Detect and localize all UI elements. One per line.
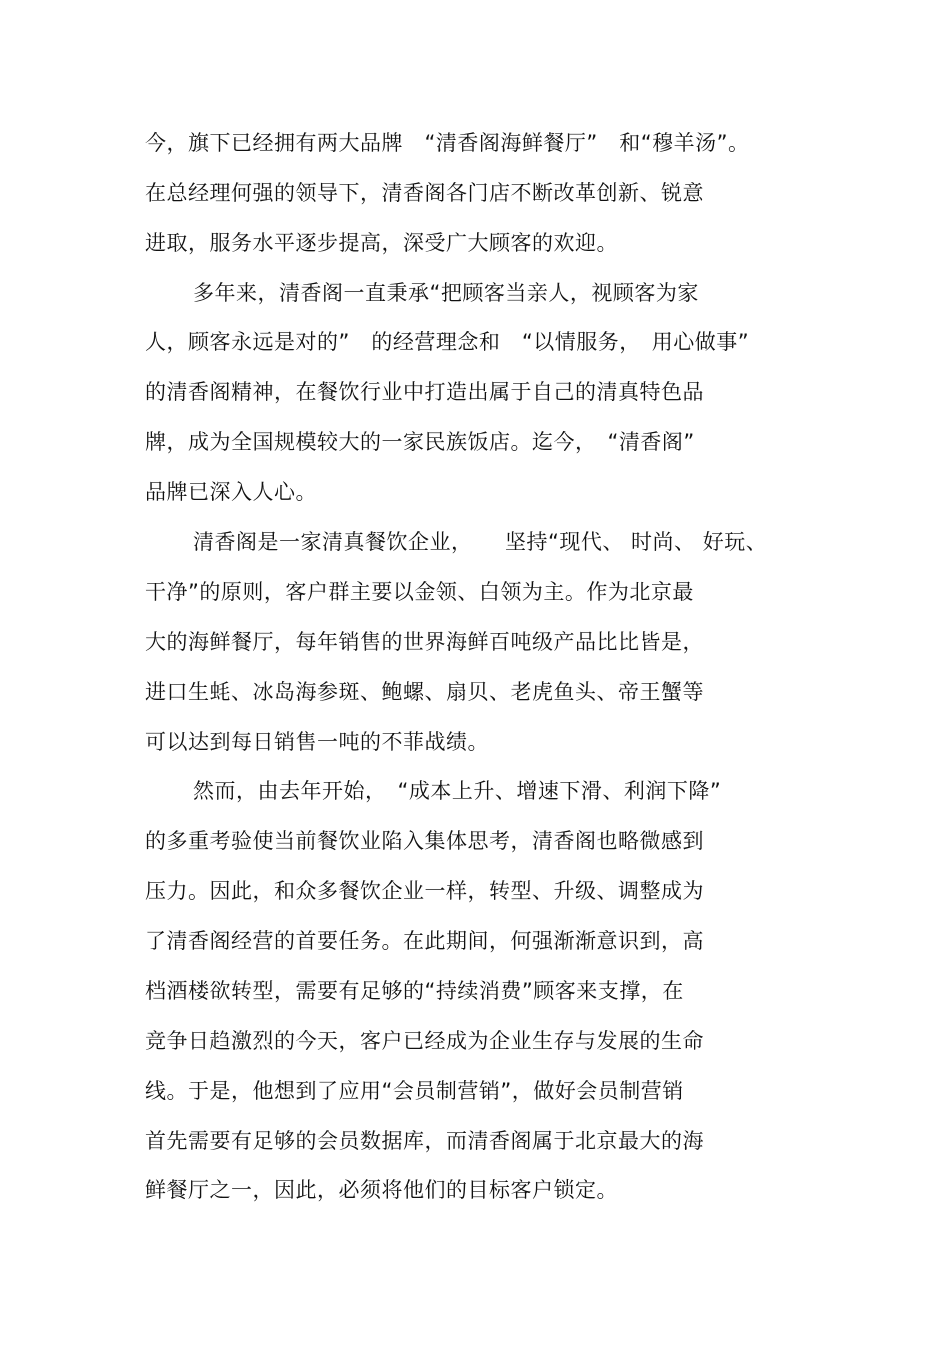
text-line: 的清香阁精神，在餐饮行业中打造出属于自己的清真特色品 [145,380,704,404]
text-line: 干净”的原则，客户群主要以金领、白领为主。作为北京最 [145,580,694,604]
text-line: 今，旗下已经拥有两大品牌 “清香阁海鲜餐厅” 和“穆羊汤”。 [145,131,750,155]
text-line: 鲜餐厅之一，因此，必须将他们的目标客户锁定。 [145,1178,618,1202]
text-line: 可以达到每日销售一吨的不菲战绩。 [145,730,489,754]
paragraph-first-line: 多年来，清香阁一直秉承“把顾客当亲人，视顾客为家 [193,281,699,305]
text-line: 大的海鲜餐厅，每年销售的世界海鲜百吨级产品比比皆是， [145,630,704,654]
text-line: 首先需要有足够的会员数据库，而清香阁属于北京最大的海 [145,1129,704,1153]
text-line: 档酒楼欲转型，需要有足够的“持续消费”顾客来支撑，在 [145,979,684,1003]
paragraph-first-line: 清香阁是一家清真餐饮企业， 坚持“现代、 时尚、 好玩、 [193,530,768,554]
text-line: 进口生蚝、冰岛海参斑、鲍螺、扇贝、老虎鱼头、帝王蟹等 [145,680,704,704]
text-line: 压力。因此，和众多餐饮企业一样，转型、升级、调整成为 [145,879,704,903]
paragraph-first-line: 然而，由去年开始， “成本上升、增速下滑、利润下降” [193,779,722,803]
text-line: 进取，服务水平逐步提高，深受广大顾客的欢迎。 [145,231,618,255]
text-line: 线。于是，他想到了应用“会员制营销”，做好会员制营销 [145,1079,684,1103]
text-line: 的多重考验使当前餐饮业陷入集体思考，清香阁也略微感到 [145,829,704,853]
text-line: 人，顾客永远是对的” 的经营理念和 “以情服务， 用心做事” [145,330,750,354]
text-line: 品牌已深入人心。 [145,480,317,504]
text-line: 在总经理何强的领导下，清香阁各门店不断改革创新、锐意 [145,181,704,205]
text-line: 了清香阁经营的首要任务。在此期间，何强渐渐意识到，高 [145,929,704,953]
text-line: 牌，成为全国规模较大的一家民族饭店。迄今， “清香阁” [145,430,695,454]
text-line: 竞争日趋激烈的今天，客户已经成为企业生存与发展的生命 [145,1029,704,1053]
